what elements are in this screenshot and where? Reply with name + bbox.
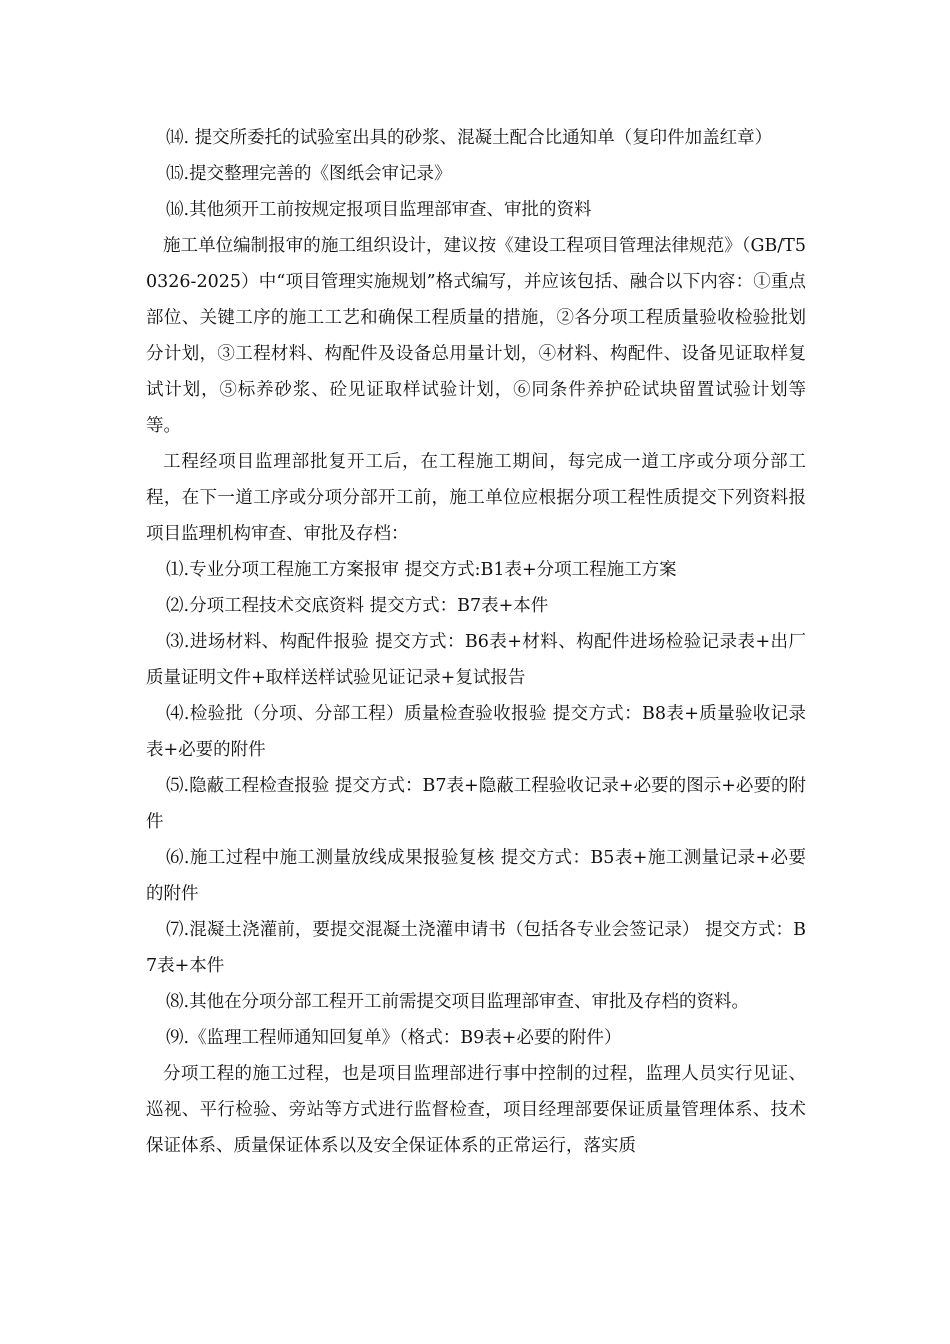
paragraph-process-control: 分项工程的施工过程，也是项目监理部进行事中控制的过程，监理人员实行见证、巡视、平行检验、旁站等方式进行监督检查，项目经理部要保证质量管理体系、技术保证体系、质量保证体系以及安全保证体系的正常运行，落实质 [146,1064,806,1156]
list-item-15: ⒂.提交整理完善的《图纸会审记录》 [166,164,452,184]
list-item-8: ⑻.其他在分项分部工程开工前需提交项目监理部审查、审批及存档的资料。 [166,992,750,1012]
list-item-3: ⑶.进场材料、构配件报验 提交方式：B6表+材料、构配件进场检验记录表+出厂质量证明文件+取样送样试验见证记录+复试报告 [146,632,806,688]
list-item-4: ⑷.检验批（分项、分部工程）质量检查验收报验 提交方式：B8表+质量验收记录表+必要的附件 [146,704,806,760]
document-body [146,120,806,1164]
paragraph-construction-design: 施工单位编制报审的施工组织设计，建议按《建设工程项目管理法律规范》（GB/T50326-2025）中“项目管理实施规划”格式编写，并应该包括、融合以下内容：①重点部位、关键工序的施工工艺和确保工程质量的措施，②各分项工程质量验收检验批划分计划，③工程材料、构配件及设备总用量计划，④材料、构配件、设备见证取样复试计划，⑤标养砂浆、砼见证取样试验计划，⑥同条件养护砼试块留置试验计划等等。 [146,236,806,436]
list-item-9: ⑼.《监理工程师通知回复单》（格式：B9表+必要的附件） [166,1028,622,1048]
list-item-5: ⑸.隐蔽工程检查报验 提交方式：B7表+隐蔽工程验收记录+必要的图示+必要的附件 [146,776,806,832]
list-item-14: ⒁. 提交所委托的试验室出具的砂浆、混凝土配合比通知单（复印件加盖红章） [166,128,773,148]
list-item-1: ⑴.专业分项工程施工方案报审 提交方式:B1表+分项工程施工方案 [166,560,677,580]
list-item-16: ⒃.其他须开工前按规定报项目监理部审查、审批的资料 [166,200,592,220]
list-item-7: ⑺.混凝土浇灌前，要提交混凝土浇灌申请书（包括各专业会签记录） 提交方式：B7表+本件 [146,920,806,976]
list-item-2: ⑵.分项工程技术交底资料 提交方式：B7表+本件 [166,596,549,616]
paragraph-after-commencement: 工程经项目监理部批复开工后，在工程施工期间，每完成一道工序或分项分部工程，在下一道工序或分项分部开工前，施工单位应根据分项工程性质提交下列资料报项目监理机构审查、审批及存档： [146,452,806,544]
list-item-6: ⑹.施工过程中施工测量放线成果报验复核 提交方式：B5表+施工测量记录+必要的附件 [146,848,806,904]
